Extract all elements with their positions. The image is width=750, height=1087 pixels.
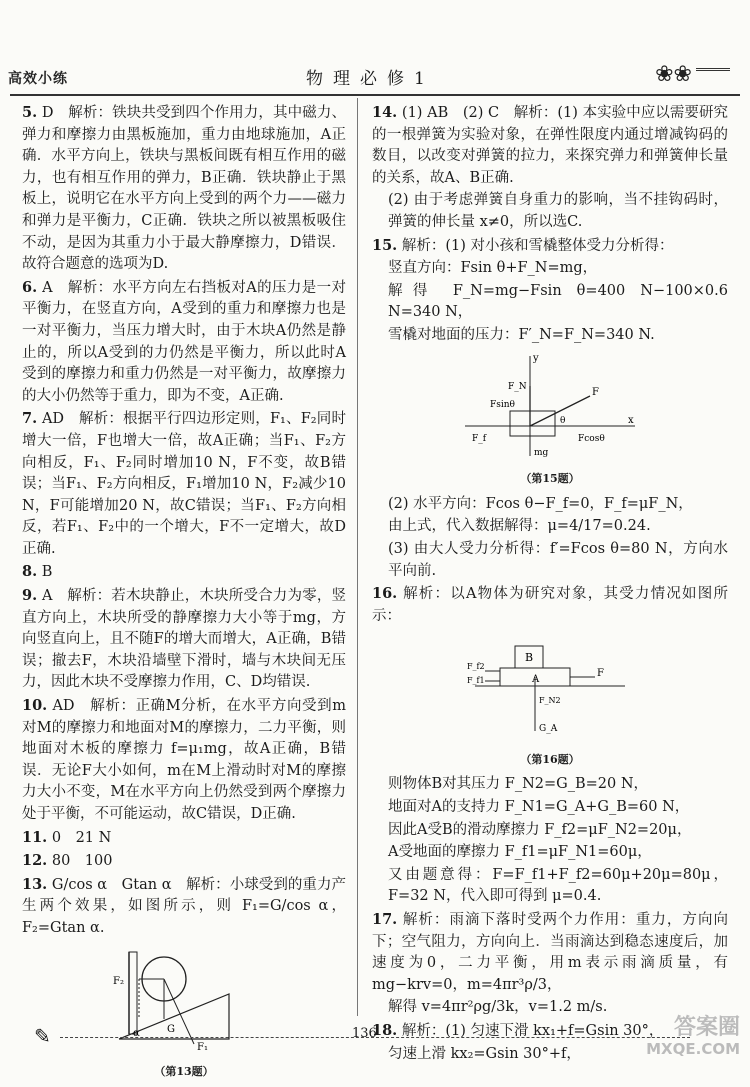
answer-item (372, 281, 728, 324)
fig16-label-F: F (597, 668, 604, 680)
fig15-label-y: y (533, 352, 539, 364)
answer-number: 15. (372, 236, 398, 254)
answer-item (372, 325, 728, 347)
answer-text: 由上式，代入数据解得：μ=4/17=0.24. (388, 518, 651, 535)
answer-text: (3) 由大人受力分析得：f′=Fcos θ=80 N，方向水平向前. (388, 540, 728, 579)
figure-16 (372, 631, 728, 770)
figure-15-diagram (460, 351, 640, 461)
right-column (372, 102, 728, 1066)
answer-text: 解得 F_N=mg−Fsin θ=400 N−100×0.6 N=340 N， (388, 282, 728, 321)
fig13-label-F2: F₂ (113, 975, 124, 987)
answer-text: 竖直方向：Fsin θ+F_N=mg， (388, 260, 598, 277)
watermark-logo: 答案圈 (673, 1015, 740, 1040)
answer-number: 11. (22, 828, 48, 846)
fig15-label-x: x (628, 414, 634, 426)
fig16-label-FN2: F_N2 (539, 696, 561, 706)
answer-text: 因此A受B的滑动摩擦力 F_f2=μF_N2=20μ， (388, 821, 692, 838)
flower-icon: ❀❀ (655, 62, 692, 87)
answer-item (372, 190, 728, 233)
answer-text: 则物体B对其压力 F_N2=G_B=20 N， (388, 776, 649, 793)
answer-item (22, 695, 346, 826)
header-rule (10, 94, 740, 96)
answer-number: 13. (22, 875, 48, 893)
answer-item (22, 408, 346, 560)
fig15-label-F: F (592, 386, 599, 398)
fig15-label-mg: mg (534, 447, 549, 458)
answer-text: 解析：以A物体为研究对象，其受力情况如图所示： (372, 586, 728, 624)
answer-item (372, 842, 728, 864)
header-ornament (696, 68, 730, 83)
answer-number: 17. (372, 911, 398, 929)
column-divider (357, 98, 358, 1016)
answer-item (372, 516, 728, 538)
figure-16-caption: （第16题） (520, 752, 580, 766)
answer-item (372, 820, 728, 842)
answer-text: 解析：(1) 匀速下滑 kx₁+f=Gsin 30°， (401, 1023, 664, 1039)
answer-text: 地面对A的支持力 F_N1=G_A+G_B=60 N， (388, 799, 690, 816)
answer-number: 5. (22, 104, 38, 121)
answer-text: AD 解析：正确M分析，在水平方向受到m对M的摩擦力和地面对M的摩擦力，二力平衡，则地面对木板的摩擦力 f=μ₁mg，故A正确，B错误．无论F大小如何，m在M上滑动时对M的摩擦力大小不变，M在水平方向上仍然受到两个摩擦力处于平衡，不可能运动，故C错误，D正确. (22, 698, 346, 822)
answer-number: 12. (22, 852, 48, 870)
figure-13 (22, 944, 346, 1083)
answer-item (372, 494, 728, 516)
figure-16-diagram (465, 631, 635, 741)
answer-item (372, 102, 728, 189)
fig15-label-Fcos: Fcosθ (578, 433, 605, 444)
answer-item (22, 874, 346, 940)
answer-item (372, 909, 728, 996)
answer-item (372, 235, 728, 258)
answer-text: 解得 v=4πr²ρg/3k，v=1.2 m/s. (388, 999, 608, 1016)
answer-item (372, 865, 728, 908)
header-left-label: 高效小练 (8, 71, 68, 87)
quill-icon: ✎ (34, 1024, 51, 1048)
figure-13-caption: （第13题） (154, 1065, 214, 1079)
answer-text: (2) 由于考虑弹簧自身重力的影响，当不挂钩码时，弹簧的伸长量 x≠0，所以选C. (388, 192, 728, 230)
answer-text: 匀速上滑 kx₂=Gsin 30°+f， (388, 1045, 581, 1062)
fig16-label-GA: G_A (539, 724, 558, 735)
answer-text: 0 21 N (51, 829, 112, 846)
fig15-label-Fsin: Fsinθ (490, 399, 515, 410)
answer-text: (2) 水平方向：Fcos θ−F_f=0，F_f=μF_N， (388, 495, 693, 512)
answer-text: 又由题意得：F=F_f1+F_f2=60μ+20μ=80μ，F=32 N，代入即可得到 μ=0.4. (388, 866, 728, 905)
answer-number: 6. (22, 278, 38, 296)
answer-text: G/cos α Gtan α 解析：小球受到的重力产生两个效果，如图所示，则 F₁=G/cos α，F₂=Gtan α. (22, 876, 346, 936)
answer-text: 解析：(1) 对小孩和雪橇整体受力分析得： (401, 237, 674, 254)
answer-text: A受地面的摩擦力 F_f1=μF_N1=60μ， (388, 844, 652, 861)
answer-text: 雪橇对地面的压力：F′_N=F_N=340 N. (388, 326, 655, 343)
fig15-label-theta: θ (560, 415, 566, 426)
answer-number: 14. (372, 104, 398, 121)
answer-item (372, 797, 728, 819)
answer-number: 9. (22, 587, 38, 605)
answer-text: 80 100 (51, 853, 113, 870)
answer-text: 解析：雨滴下落时受两个力作用：重力，方向向下；空气阻力，方向向上．当雨滴达到稳态速度后，加速度为0，二力平衡，用m表示雨滴质量，有 mg−krv=0，m=4πr³ρ/3， (372, 912, 728, 993)
answer-item (372, 539, 728, 582)
fig15-label-Ff: F_f (472, 433, 487, 444)
answer-number: 16. (372, 585, 398, 603)
answer-number: 10. (22, 697, 48, 715)
fig16-label-B: B (525, 651, 534, 665)
answer-item (22, 102, 346, 276)
answer-item (372, 583, 728, 627)
fig15-label-FN: F_N (508, 381, 527, 392)
page-number: 136 (352, 1026, 377, 1041)
answer-item (22, 277, 346, 408)
answer-text: A 解析：水平方向左右挡板对A的压力是一对平衡力，在竖直方向，A受到的重力和摩擦力也是一对平衡力，当压力增大时，由于木块A仍然是静止的，所以A受到的力仍然是平衡力，所以此时A受到的摩擦力和重力仍然是一对平衡力，故摩擦力的大小仍然等于重力，即为不变，A正确. (22, 279, 346, 404)
answer-item (372, 258, 728, 280)
answer-text: B (41, 564, 53, 581)
answer-text: AD 解析：根据平行四边形定则，F₁、F₂同时增大一倍，F也增大一倍，故A正确；当F₁、F₂方向相反，F₁、F₂同时增加10 N，F不变，故B错误；当F₁、F₂方向相反，F₁增加10 N，F₂减少10 N，F可能增加20 N，故C错误；当F₁、F₂方向相反，若F₁、F₂中的一个增大，F不一定增大，故D正确. (22, 411, 347, 557)
fig13-label-F1: F₁ (197, 1041, 208, 1053)
fig16-label-Ff1: F_f1 (467, 676, 485, 686)
answer-number: 8. (22, 563, 38, 581)
fig16-label-A: A (532, 674, 540, 686)
answer-text: A 解析：若木块静止，木块所受合力为零，竖直方向上，木块所受的静摩擦力大小等于mg，方向竖直向上，且不随F的增大而增大，A正确，B错误；撤去F，木块沿墙壁下滑时，墙与木块间无压力，因此木块不受摩擦力作用，C、D均错误. (22, 588, 346, 691)
answer-number: 7. (22, 410, 38, 428)
answer-item (22, 827, 346, 850)
figure-15-caption: （第15题） (520, 472, 580, 486)
answer-item (22, 561, 346, 584)
fig16-label-Ff2: F_f2 (467, 662, 485, 672)
answer-item (22, 850, 346, 873)
answer-number: 18. (372, 1022, 398, 1039)
fig13-label-G: G (167, 1023, 175, 1035)
answer-text: D 解析：铁块共受到四个作用力，其中磁力、弹力和摩擦力由黑板施加，重力由地球施加，A正确．水平方向上，铁块与黑板间既有相互作用的磁力，也有相互作用的弹力，B正确．铁块静止于黑板上，说明它在水平方向上受到的两个力——磁力和弹力是平衡力，C正确．铁块之所以被黑板吸住不动，是因为其重力小于最大静摩擦力，D错误．故符合题意的选项为D. (22, 105, 346, 273)
left-column (22, 102, 346, 1087)
figure-15 (372, 351, 728, 490)
answer-item (22, 585, 346, 694)
fig13-label-alpha: α (133, 1027, 140, 1039)
watermark-url: MXQE.COM (646, 1040, 740, 1058)
answer-item (372, 774, 728, 796)
answer-text: (1) AB (2) C 解析：(1) 本实验中应以需要研究的一根弹簧为实验对象，在弹性限度内通过增减钩码的数目，以改变对弹簧的拉力，来探究弹力和弹簧伸长量的关系，故A、B正确. (372, 105, 729, 186)
header-title: 物理必修1 (298, 64, 443, 89)
